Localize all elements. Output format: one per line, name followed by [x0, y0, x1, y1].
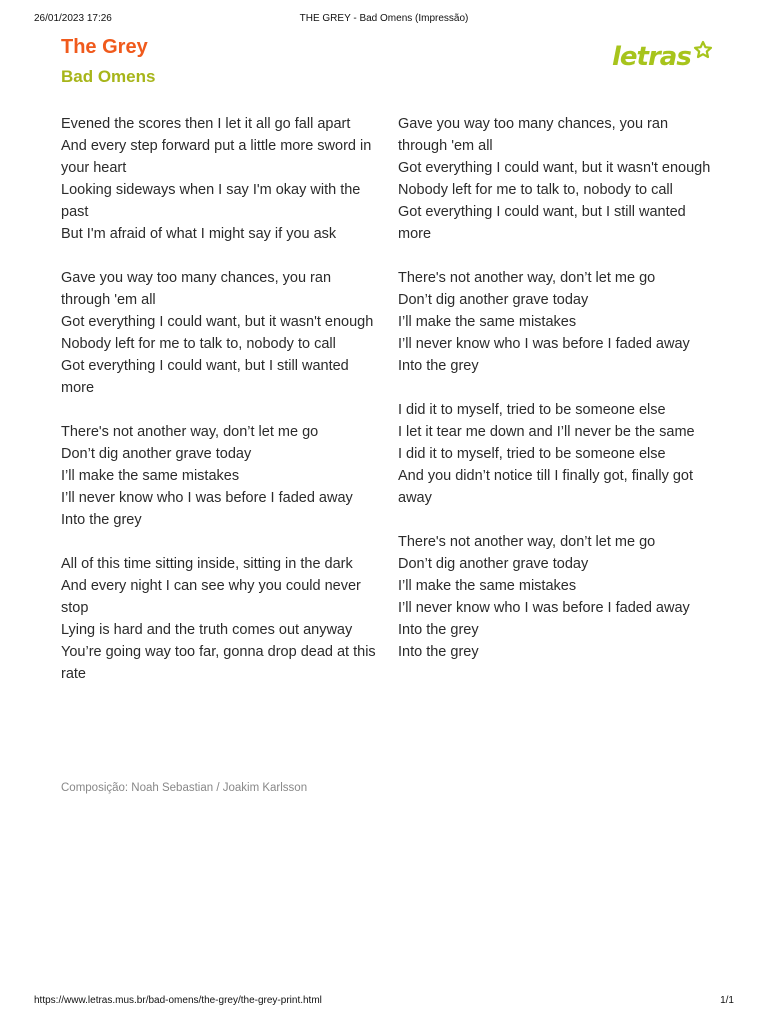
print-datetime: 26/01/2023 17:26	[34, 13, 112, 24]
lyrics-stanza	[61, 267, 377, 399]
lyrics-stanza	[61, 113, 377, 245]
lyric-line: I let it tear me down and I’ll never be the same	[398, 424, 695, 440]
lyric-line: Evened the scores then I let it all go fall apart	[61, 116, 351, 132]
lyric-line: You’re going way too far, gonna drop dead at this rate	[61, 644, 376, 682]
lyric-line: And every night I can see why you could never stop	[61, 578, 361, 616]
letras-logo[interactable]	[610, 36, 716, 74]
lyric-line: And you didn’t notice till I finally got, finally got away	[398, 468, 693, 506]
lyric-line: Got everything I could want, but it wasn't enough	[398, 160, 711, 176]
lyric-line: Gave you way too many chances, you ran through 'em all	[398, 116, 669, 154]
lyric-line: Looking sideways when I say I'm okay with the past	[61, 182, 361, 220]
lyric-line: Into the grey	[398, 622, 479, 638]
print-footer	[34, 995, 734, 1009]
lyrics-stanza	[398, 267, 714, 377]
lyric-line: I’ll never know who I was before I faded away	[398, 600, 690, 616]
lyric-line: There's not another way, don’t let me go	[398, 534, 656, 550]
lyric-line: I’ll make the same mistakes	[398, 578, 577, 594]
lyric-line: I did it to myself, tried to be someone else	[398, 402, 666, 418]
lyric-line: All of this time sitting inside, sitting in the dark	[61, 556, 353, 572]
lyric-line: Nobody left for me to talk to, nobody to call	[398, 182, 673, 198]
lyrics-column-right	[398, 113, 714, 685]
print-url: https://www.letras.mus.br/bad-omens/the-grey/the-grey-print.html	[34, 995, 322, 1006]
lyrics-stanza	[398, 399, 714, 509]
lyric-line: Got everything I could want, but I still wanted more	[61, 358, 349, 396]
artist-name[interactable]: Bad Omens	[61, 67, 156, 86]
lyrics-stanza	[61, 421, 377, 531]
lyric-line: Lying is hard and the truth comes out anyway	[61, 622, 353, 638]
lyrics-column-left	[61, 113, 377, 707]
lyrics-stanza	[398, 531, 714, 663]
lyric-line: Into the grey	[398, 644, 479, 660]
lyric-line: I’ll never know who I was before I faded away	[398, 336, 690, 352]
lyric-line: But I'm afraid of what I might say if you ask	[61, 226, 337, 242]
print-page-title: THE GREY - Bad Omens (Impressão)	[299, 13, 469, 24]
lyric-line: Got everything I could want, but it wasn't enough	[61, 314, 374, 330]
lyric-line: Don’t dig another grave today	[398, 556, 589, 572]
logo-wordmark: letras	[612, 42, 691, 72]
lyric-line: And every step forward put a little more sword in your heart	[61, 138, 372, 176]
song-title: The Grey	[61, 36, 148, 58]
lyric-line: I’ll make the same mistakes	[61, 468, 240, 484]
lyrics-stanza	[398, 113, 714, 245]
lyric-line: Into the grey	[61, 512, 142, 528]
lyric-line: Don’t dig another grave today	[398, 292, 589, 308]
print-header	[34, 13, 734, 27]
lyric-line: Got everything I could want, but I still wanted more	[398, 204, 686, 242]
lyric-line: I did it to myself, tried to be someone else	[398, 446, 666, 462]
lyric-line: There's not another way, don’t let me go	[398, 270, 656, 286]
lyric-line: Gave you way too many chances, you ran through 'em all	[61, 270, 332, 308]
lyric-line: There's not another way, don’t let me go	[61, 424, 319, 440]
composer-credit: Composição: Noah Sebastian / Joakim Karlsson	[61, 782, 308, 794]
lyric-line: Nobody left for me to talk to, nobody to call	[61, 336, 336, 352]
lyric-line: I’ll never know who I was before I faded away	[61, 490, 353, 506]
lyric-line: Don’t dig another grave today	[61, 446, 252, 462]
lyric-line: I’ll make the same mistakes	[398, 314, 577, 330]
print-page-number: 1/1	[720, 995, 734, 1006]
star-icon	[695, 42, 711, 57]
lyric-line: Into the grey	[398, 358, 479, 374]
lyrics-stanza	[61, 553, 377, 685]
